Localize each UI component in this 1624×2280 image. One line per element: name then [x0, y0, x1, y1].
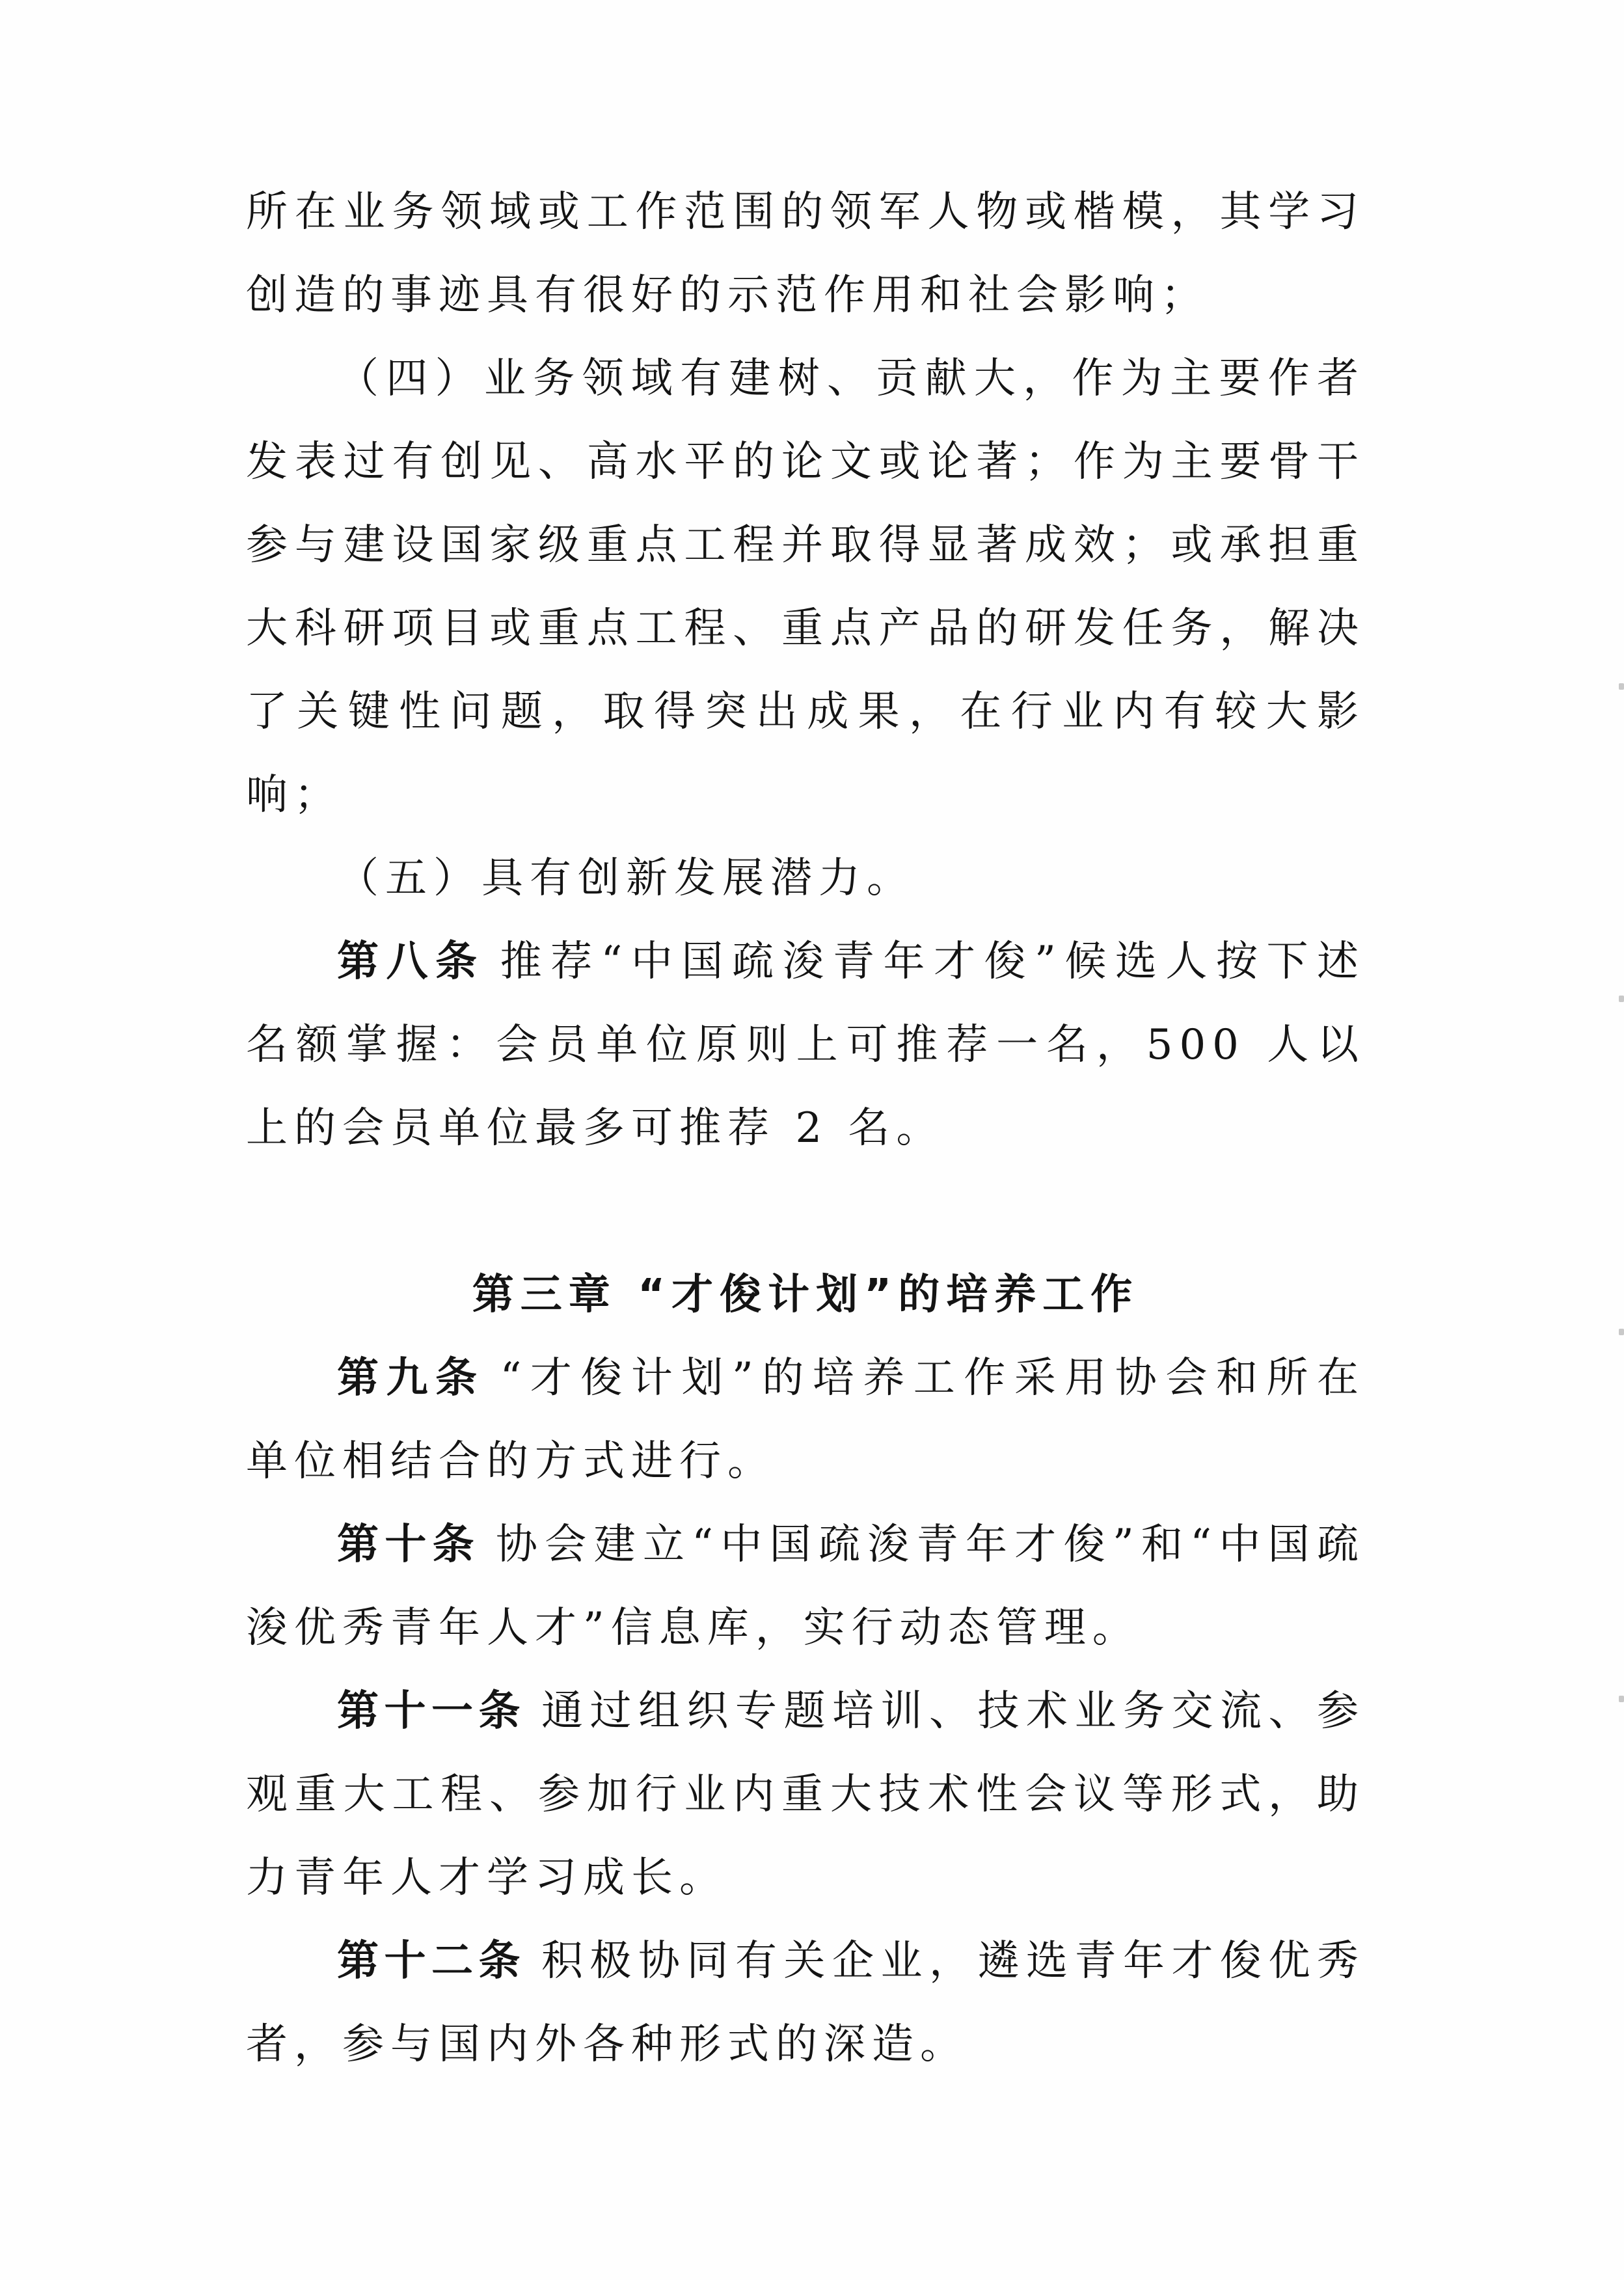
scan-edge-mark [1619, 1329, 1624, 1335]
article-number: 第九条 [337, 1354, 485, 1402]
clause-paragraph [246, 170, 1365, 337]
chapter-heading: 第三章 “才俊计划”的培养工作 [472, 1271, 1139, 1319]
paragraph-text: 协会建立“中国疏浚青年才俊”和“中国疏浚优秀青年人才”信息库，实行动态管理。 [246, 1521, 1366, 1652]
article-number: 第八条 [337, 938, 485, 986]
scan-edge-mark [1619, 683, 1624, 690]
article-paragraph [246, 920, 1365, 1170]
paragraph-text: 通过组织专题培训、技术业务交流、参观重大工程、参加行业内重大技术性会议等形式，助力青年人才学习成长。 [246, 1687, 1365, 1902]
clause-paragraph [246, 837, 1365, 920]
article-paragraph [246, 1670, 1365, 1920]
article-paragraph [246, 1337, 1365, 1503]
article-number: 第十二条 [337, 1937, 526, 1985]
paragraph-text: 推荐“中国疏浚青年才俊”候选人按下述名额掌握：会员单位原则上可推荐一名，500 人以上的会员单位最多可推荐 2 名。 [246, 938, 1366, 1152]
paragraph-text: （五）具有创新发展潜力。 [337, 854, 915, 903]
scan-edge-mark [1619, 1696, 1624, 1702]
clause-paragraph [246, 337, 1365, 837]
article-number: 第十条 [337, 1521, 480, 1569]
paragraph-text: 所在业务领域或工作范围的领军人物或楷模，其学习创造的事迹具有很好的示范作用和社会影响； [246, 188, 1365, 319]
section-before-chapter [246, 170, 1365, 1170]
scan-edge-mark [1619, 996, 1624, 1002]
paragraph-text: “才俊计划”的培养工作采用协会和所在单位相结合的方式进行。 [246, 1354, 1366, 1486]
document-body [246, 170, 1365, 2086]
article-paragraph [246, 1920, 1365, 2086]
article-number: 第十一条 [337, 1687, 526, 1735]
section-after-chapter [246, 1337, 1365, 2086]
article-paragraph [246, 1503, 1365, 1670]
paragraph-text: （四）业务领域有建树、贡献大，作为主要作者发表过有创见、高水平的论文或论著；作为主要骨干参与建设国家级重点工程并取得显著成效；或承担重大科研项目或重点工程、重点产品的研发任务，解决了关键性问题，取得突出成果，在行业内有较大影响； [246, 355, 1365, 819]
paragraph-text: 积极协同有关企业，遴选青年才俊优秀者，参与国内外各种形式的深造。 [246, 1937, 1365, 2069]
